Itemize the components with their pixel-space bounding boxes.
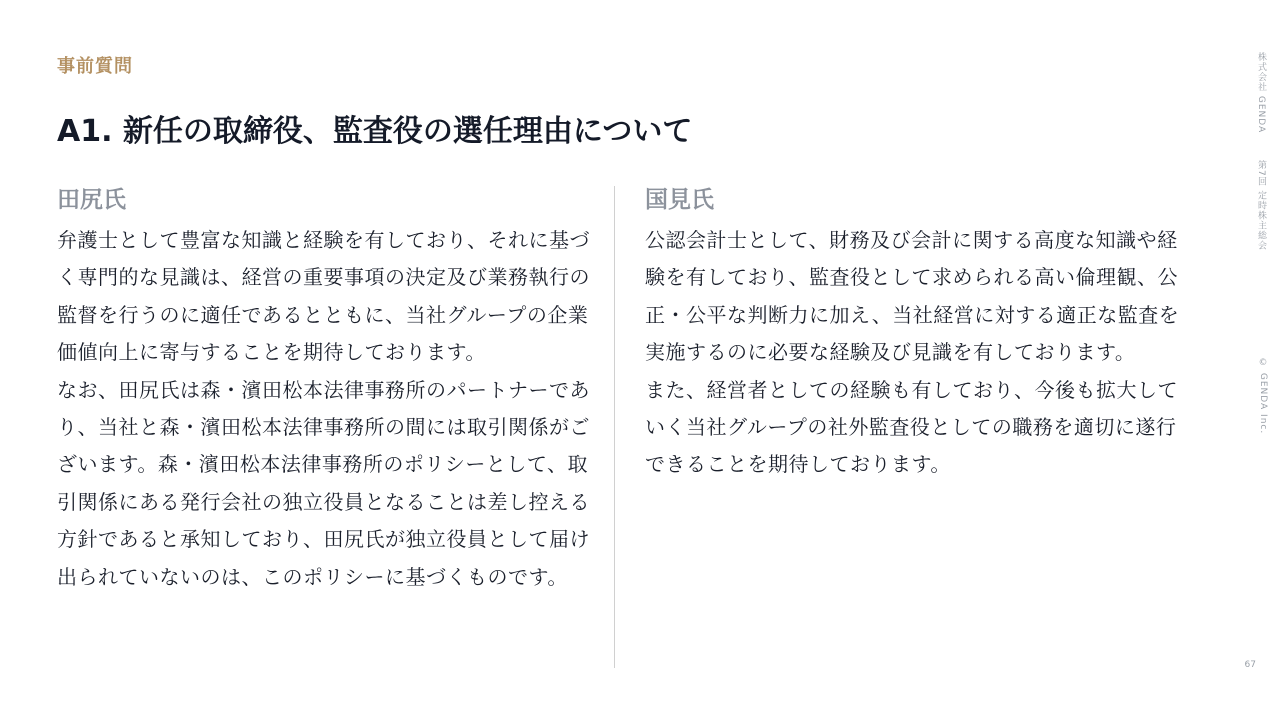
left-paragraph-1: 弁護士として豊富な知識と経験を有しており、それに基づく専門的な見識は、経営の重要事項の決定及び業務執行の監督を行うのに適任であるとともに、当社グループの企業価値向上に寄与することを期待しております。 [57,228,590,365]
section-label: 事前質問 [57,56,133,77]
right-column [645,183,1185,484]
column-divider [614,186,615,668]
sidebar-copyright: © GENDA Inc. [1258,358,1268,435]
left-column [57,183,597,596]
left-column-body [57,222,597,596]
left-column-heading: 田尻氏 [57,187,126,213]
left-paragraph-2: なお、田尻氏は森・濱田松本法律事務所のパートナーであり、当社と森・濱田松本法律事務所の間には取引関係がございます。森・濱田松本法律事務所のポリシーとして、取引関係にある発行会社の独立役員となることは差し控える方針であると承知しており、田尻氏が独立役員として届け出られていないのは、このポリシーに基づくものです。 [57,377,590,589]
right-paragraph-1: 公認会計士として、財務及び会計に関する高度な知識や経験を有しており、監査役として求められる高い倫理観、公正・公平な判断力に加え、当社経営に対する適正な監査を実施するのに必要な経験及び見識を有しております。 [645,228,1180,365]
right-column-body [645,222,1185,484]
sidebar-company-name: 株式会社 GENDA [1256,52,1266,134]
right-column-heading: 国見氏 [645,187,714,213]
sidebar-meeting-name: 第7回 定時株主総会 [1256,160,1266,251]
right-paragraph-2: また、経営者としての経験も有しており、今後も拡大していく当社グループの社外監査役としての職務を適切に遂行できることを期待しております。 [645,377,1178,477]
page-title: A1. 新任の取締役、監査役の選任理由について [57,114,693,149]
page-number: 67 [1244,660,1256,670]
